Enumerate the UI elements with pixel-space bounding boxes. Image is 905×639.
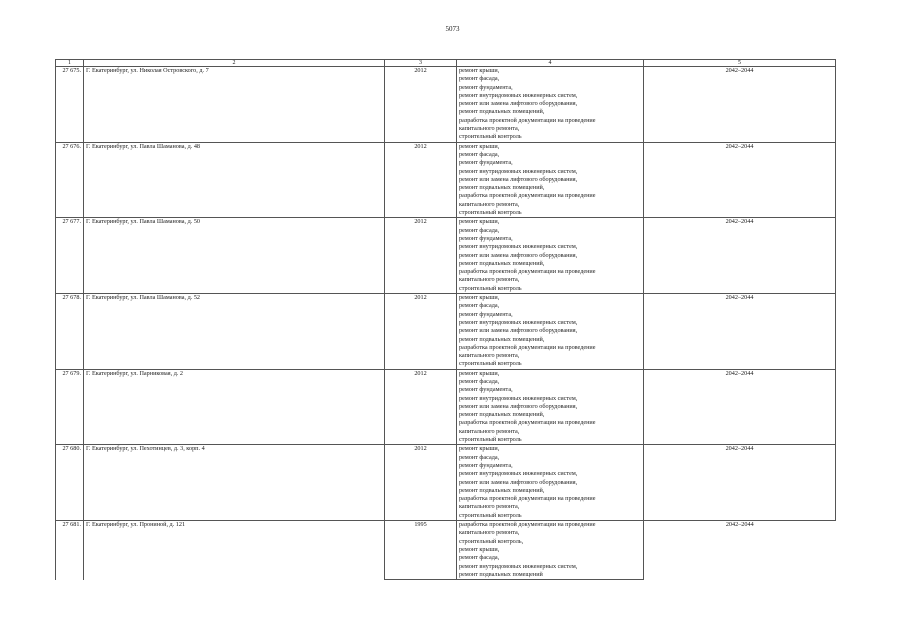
period-cell: 2042–2044	[644, 67, 836, 143]
capital-repair-table	[55, 59, 836, 580]
period-cell: 2042–2044	[644, 521, 836, 580]
work-item: разработка проектной документации на проведение	[459, 419, 596, 427]
work-item: строительный контроль	[459, 436, 522, 444]
work-item: ремонт или замена лифтового оборудования,	[459, 327, 578, 335]
work-item: ремонт или замена лифтового оборудования,	[459, 402, 578, 410]
column-header-2: 2	[84, 60, 385, 67]
column-number-row	[56, 60, 836, 67]
period-cell: 2042–2044	[644, 142, 836, 218]
work-item: ремонт фасада,	[459, 226, 500, 234]
row-number-cell: 27 678.	[56, 294, 84, 370]
work-item: разработка проектной документации на проведение	[459, 521, 596, 529]
works-cell	[457, 521, 644, 580]
works-cell	[457, 67, 644, 143]
table-row	[56, 218, 836, 294]
column-header-4: 4	[457, 60, 644, 67]
table-row	[56, 294, 836, 370]
address-cell: Г. Екатеринбург, ул. Николая Островского, д. 7	[84, 67, 385, 143]
column-header-3: 3	[385, 60, 457, 67]
table-row	[56, 445, 836, 521]
table-row	[56, 67, 836, 143]
work-item: ремонт подвальных помещений,	[459, 108, 545, 116]
year-cell: 1995	[385, 521, 457, 580]
work-item: ремонт фасада,	[459, 150, 500, 158]
work-item: строительный контроль	[459, 133, 522, 141]
work-item: ремонт подвальных помещений,	[459, 259, 545, 267]
works-cell	[457, 294, 644, 370]
work-item: ремонт фасада,	[459, 453, 500, 461]
work-item: строительный контроль	[459, 360, 522, 368]
works-cell	[457, 218, 644, 294]
work-item: строительный контроль	[459, 209, 522, 217]
address-cell: Г. Екатеринбург, ул. Прониной, д. 121	[84, 521, 385, 580]
row-number-cell: 27 679.	[56, 369, 84, 445]
column-header-5: 5	[644, 60, 836, 67]
work-item: ремонт фундамента,	[459, 386, 513, 394]
works-cell	[457, 142, 644, 218]
work-item: ремонт фундамента,	[459, 83, 513, 91]
period-cell: 2042–2044	[644, 218, 836, 294]
works-cell	[457, 369, 644, 445]
work-item: ремонт или замена лифтового оборудования,	[459, 100, 578, 108]
year-cell: 2012	[385, 142, 457, 218]
page-number: 5073	[445, 25, 460, 33]
period-cell: 2042–2044	[644, 294, 836, 370]
row-number-cell: 27 675.	[56, 67, 84, 143]
work-item: ремонт внутридомовых инженерных систем,	[459, 91, 578, 99]
work-item: ремонт фундамента,	[459, 159, 513, 167]
work-item: ремонт или замена лифтового оборудования,	[459, 478, 578, 486]
work-item: ремонт фундамента,	[459, 461, 513, 469]
work-item: ремонт подвальных помещений,	[459, 486, 545, 494]
work-item: разработка проектной документации на проведение	[459, 268, 596, 276]
work-item: ремонт крыши,	[459, 545, 500, 553]
work-item: ремонт крыши,	[459, 142, 500, 150]
work-item: ремонт или замена лифтового оборудования,	[459, 251, 578, 259]
row-number-cell: 27 680.	[56, 445, 84, 521]
work-item: ремонт крыши,	[459, 67, 500, 74]
work-item: ремонт фасада,	[459, 302, 500, 310]
address-cell: Г. Екатеринбург, ул. Павла Шаманова, д. 50	[84, 218, 385, 294]
work-item: ремонт фасада,	[459, 377, 500, 385]
work-item: ремонт крыши,	[459, 445, 500, 453]
table-row	[56, 521, 836, 580]
work-item: ремонт подвальных помещений,	[459, 335, 545, 343]
works-cell	[457, 445, 644, 521]
work-item: капитального ремонта,	[459, 503, 520, 511]
column-header-1: 1	[56, 60, 84, 67]
year-cell: 2012	[385, 67, 457, 143]
work-item: капитального ремонта,	[459, 427, 520, 435]
address-cell: Г. Екатеринбург, ул. Павла Шаманова, д. 52	[84, 294, 385, 370]
year-cell: 2012	[385, 218, 457, 294]
work-item: капитального ремонта,	[459, 200, 520, 208]
work-item: ремонт внутридомовых инженерных систем,	[459, 470, 578, 478]
address-cell: Г. Екатеринбург, ул. Пехотинцев, д. 3, корп. 4	[84, 445, 385, 521]
address-cell: Г. Екатеринбург, ул. Павла Шаманова, д. 48	[84, 142, 385, 218]
work-item: ремонт или замена лифтового оборудования,	[459, 175, 578, 183]
work-item: строительный контроль	[459, 511, 522, 519]
work-item: ремонт внутридомовых инженерных систем,	[459, 394, 578, 402]
work-item: разработка проектной документации на проведение	[459, 116, 596, 124]
work-item: строительный контроль,	[459, 537, 524, 545]
row-number-cell: 27 677.	[56, 218, 84, 294]
work-item: капитального ремонта,	[459, 529, 520, 537]
work-item: капитального ремонта,	[459, 352, 520, 360]
work-item: ремонт фасада,	[459, 554, 500, 562]
work-item: ремонт внутридомовых инженерных систем,	[459, 562, 578, 570]
period-cell: 2042–2044	[644, 369, 836, 445]
table-row	[56, 369, 836, 445]
address-cell: Г. Екатеринбург, ул. Парниковая, д. 2	[84, 369, 385, 445]
work-item: разработка проектной документации на проведение	[459, 343, 596, 351]
work-item: ремонт фундамента,	[459, 234, 513, 242]
work-item: ремонт подвальных помещений,	[459, 184, 545, 192]
work-item: ремонт крыши,	[459, 218, 500, 226]
work-item: ремонт крыши,	[459, 294, 500, 302]
work-item: ремонт внутридомовых инженерных систем,	[459, 243, 578, 251]
year-cell: 2012	[385, 294, 457, 370]
work-item: капитального ремонта,	[459, 125, 520, 133]
work-item: ремонт фундамента,	[459, 310, 513, 318]
work-item: разработка проектной документации на проведение	[459, 495, 596, 503]
work-item: ремонт внутридомовых инженерных систем,	[459, 318, 578, 326]
work-item: строительный контроль	[459, 284, 522, 292]
work-item: разработка проектной документации на проведение	[459, 192, 596, 200]
work-item: ремонт подвальных помещений,	[459, 411, 545, 419]
year-cell: 2012	[385, 445, 457, 521]
work-item: ремонт подвальных помещений	[459, 570, 543, 578]
row-number-cell: 27 681.	[56, 521, 84, 580]
period-cell: 2042–2044	[644, 445, 836, 521]
work-item: ремонт фасада,	[459, 75, 500, 83]
work-item: ремонт внутридомовых инженерных систем,	[459, 167, 578, 175]
row-number-cell: 27 676.	[56, 142, 84, 218]
table-row	[56, 142, 836, 218]
work-item: ремонт крыши,	[459, 369, 500, 377]
year-cell: 2012	[385, 369, 457, 445]
work-item: капитального ремонта,	[459, 276, 520, 284]
